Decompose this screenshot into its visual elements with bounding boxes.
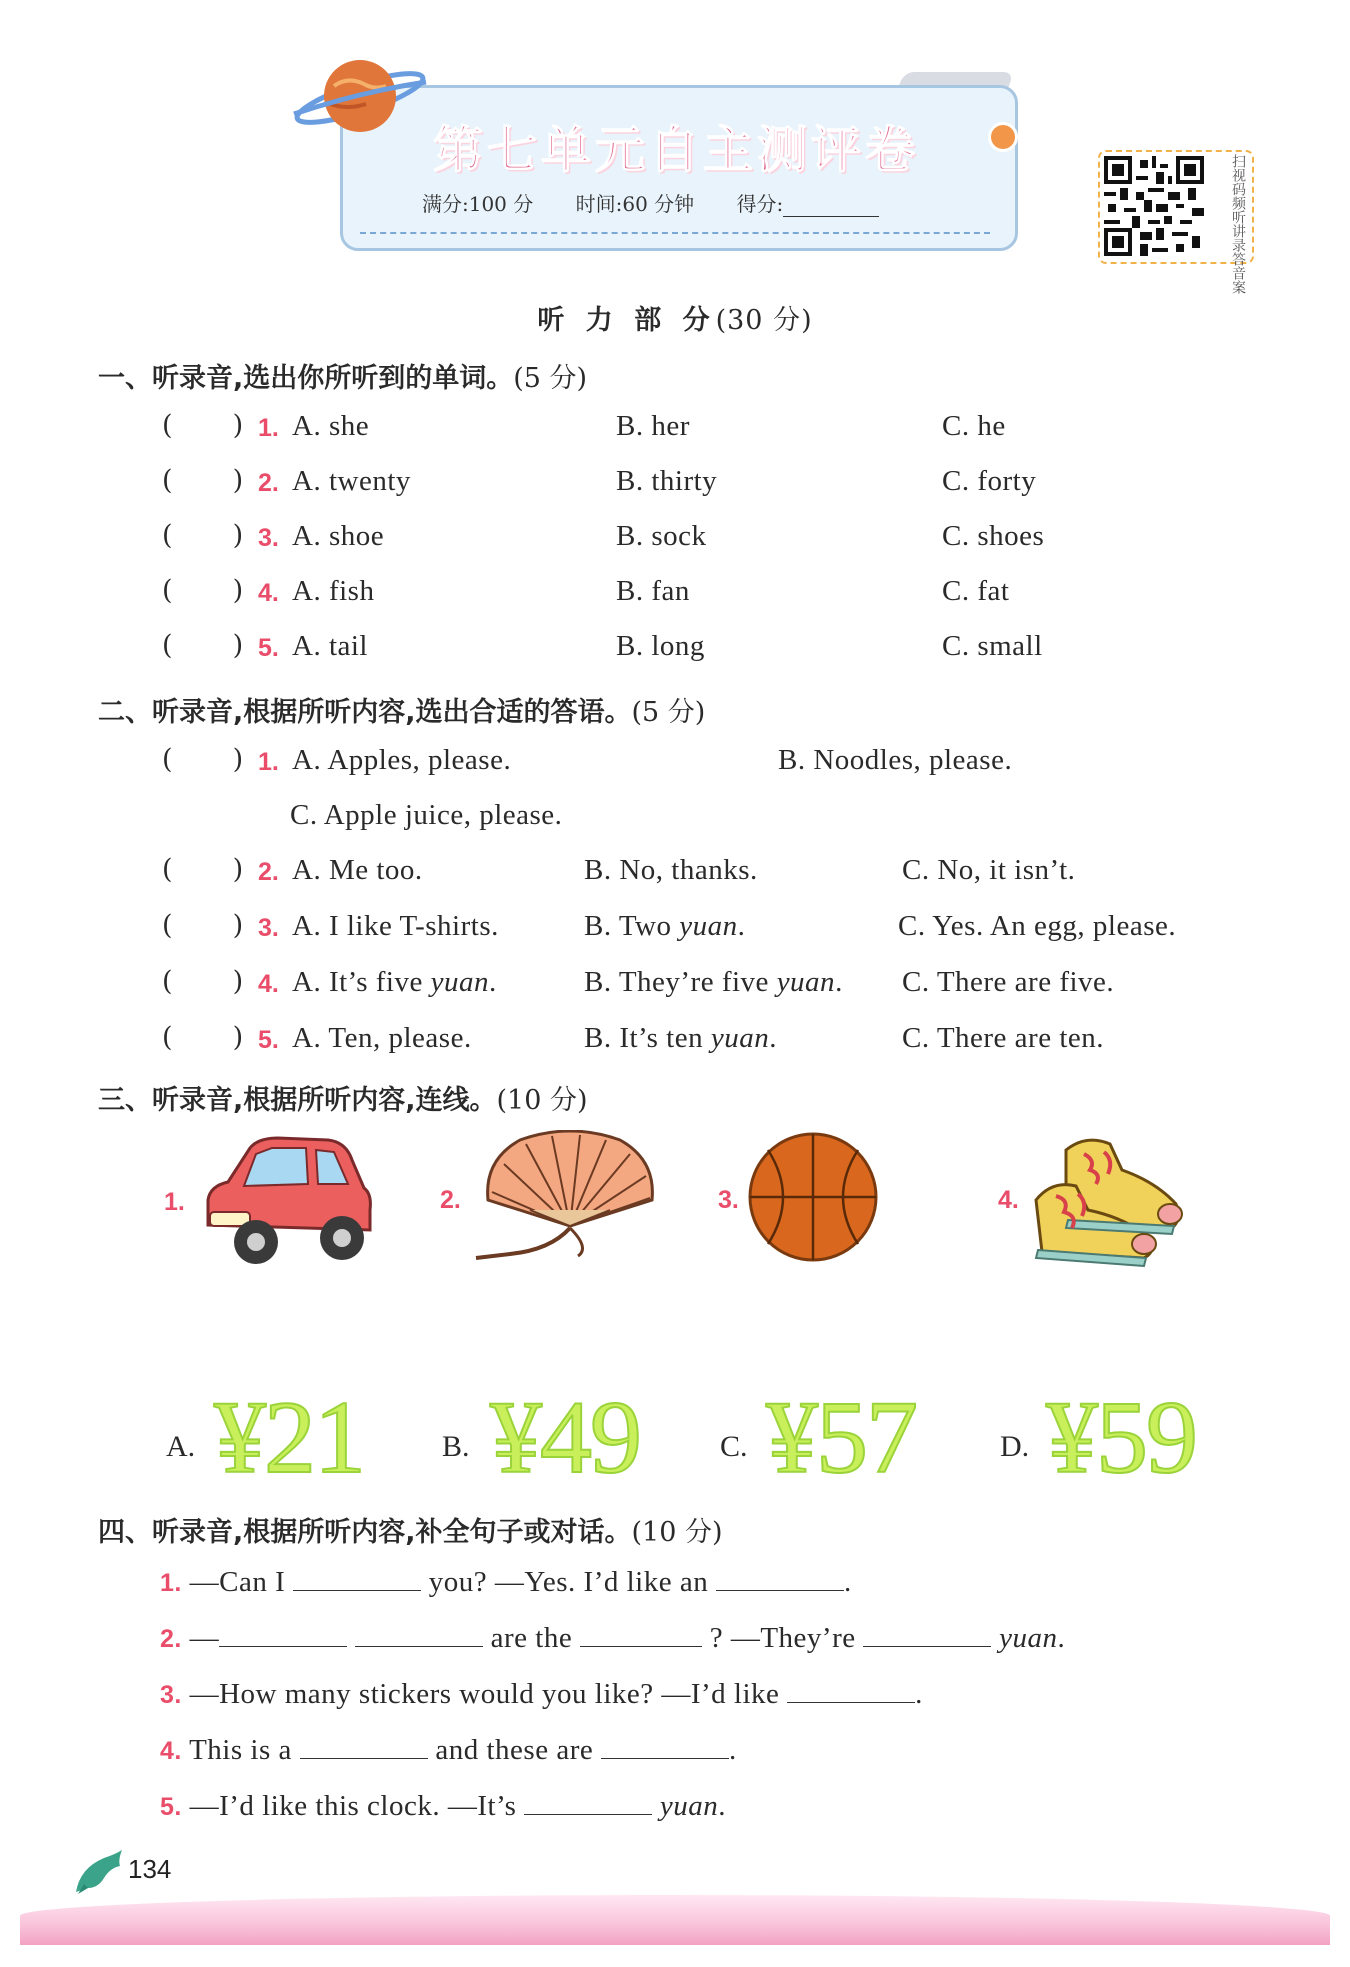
q3-text-2: .	[915, 1678, 923, 1710]
picture-number: 3.	[718, 1186, 739, 1214]
option-c: C. There are ten.	[902, 1022, 1105, 1054]
item-number: 4.	[160, 1737, 182, 1765]
score-blank[interactable]	[783, 198, 879, 217]
part2-list	[0, 744, 1350, 1074]
item-number: 2.	[160, 1625, 182, 1653]
option-c: C. No, it isn’t.	[902, 854, 1076, 886]
q1-text-1: —Can I	[189, 1566, 286, 1598]
picture-number: 4.	[998, 1186, 1019, 1214]
item-number: 4.	[258, 579, 279, 607]
option-c: C. forty	[942, 465, 1037, 497]
option-a	[292, 966, 497, 999]
option-a: A. Ten, please.	[292, 1022, 472, 1054]
part3-heading	[98, 1078, 588, 1117]
answer-blank[interactable]: ( )	[162, 966, 244, 997]
listening-section-title	[0, 298, 1350, 337]
option-a: A. I like T-shirts.	[292, 910, 499, 942]
q2-text-3: ? —They’re	[709, 1622, 856, 1654]
answer-blank[interactable]: ( )	[162, 910, 244, 941]
answer-blank[interactable]: ( )	[162, 575, 244, 606]
car-icon[interactable]	[188, 1130, 378, 1270]
option-b	[584, 966, 843, 999]
option-b	[584, 910, 745, 943]
option-b-end: .	[737, 910, 746, 942]
option-b: B. her	[616, 410, 690, 442]
price-option-letter: B.	[442, 1430, 470, 1463]
fill-question-2	[160, 1620, 1065, 1655]
item-number: 5.	[258, 634, 279, 662]
option-c: C. Yes. An egg, please.	[898, 910, 1177, 942]
dolphin-icon	[70, 1848, 126, 1896]
time-limit: 时间:60 分钟	[575, 192, 695, 216]
option-a-text: A. It’s five	[292, 966, 431, 998]
q3-text-1: —How many stickers would you like? —I’d like	[189, 1678, 780, 1710]
price-tag[interactable]: ¥21	[214, 1380, 364, 1495]
fill-question-3	[160, 1676, 923, 1711]
item-number: 1.	[160, 1569, 182, 1597]
q1-text-2: you? —Yes. I’d like an	[428, 1566, 709, 1598]
fill-question-4	[160, 1732, 737, 1767]
answer-blank[interactable]	[580, 1620, 702, 1647]
answer-blank[interactable]	[355, 1620, 483, 1647]
price-option-letter: D.	[1000, 1430, 1030, 1463]
option-a: A. shoe	[292, 520, 385, 552]
basketball-icon[interactable]	[746, 1130, 880, 1264]
answer-blank[interactable]: ( )	[162, 854, 244, 885]
q2-text-4: yuan	[999, 1622, 1058, 1654]
item-number: 4.	[258, 970, 279, 998]
answer-blank[interactable]	[524, 1788, 652, 1815]
part1-list	[0, 410, 1350, 690]
option-b: B. No, thanks.	[584, 854, 758, 886]
q4-text-1: This is a	[189, 1734, 292, 1766]
full-marks: 满分:100 分	[422, 192, 534, 216]
listening-points: (30 分)	[715, 305, 813, 336]
q2-text-2: are the	[490, 1622, 573, 1654]
answer-blank[interactable]	[716, 1564, 844, 1591]
q1-text-3: .	[843, 1566, 852, 1598]
item-number: 2.	[258, 469, 279, 497]
option-b-text: B. They’re five	[584, 966, 777, 998]
item-number: 5.	[160, 1793, 182, 1821]
option-a: A. Apples, please.	[292, 744, 512, 776]
option-b-italic: yuan	[679, 910, 738, 942]
q5-text-3: .	[718, 1790, 727, 1822]
option-a-end: .	[488, 966, 497, 998]
option-b-text: B. It’s ten	[584, 1022, 711, 1054]
answer-blank[interactable]: ( )	[162, 744, 244, 775]
q4-text-3: .	[728, 1734, 737, 1766]
qr-code-icon[interactable]	[1104, 156, 1204, 256]
price-tag[interactable]: ¥57	[766, 1380, 916, 1495]
answer-blank[interactable]	[300, 1732, 428, 1759]
option-c: C. There are five.	[902, 966, 1115, 998]
answer-blank[interactable]	[601, 1732, 729, 1759]
footer-band	[20, 1895, 1330, 1945]
part1-heading	[98, 356, 587, 395]
listening-title-text: 听 力 部 分	[537, 305, 716, 336]
item-number: 5.	[258, 1026, 279, 1054]
price-option-letter: A.	[166, 1430, 196, 1463]
option-c: C. Apple juice, please.	[290, 799, 563, 831]
option-b: B. Noodles, please.	[778, 744, 1013, 776]
option-a: A. fish	[292, 575, 375, 607]
answer-blank[interactable]	[293, 1564, 421, 1591]
option-a-italic: yuan	[430, 966, 489, 998]
fill-question-1	[160, 1564, 852, 1599]
option-a: A. she	[292, 410, 370, 442]
option-b: B. thirty	[616, 465, 718, 497]
banner-divider	[360, 232, 990, 234]
item-number: 3.	[258, 914, 279, 942]
answer-blank[interactable]	[787, 1676, 915, 1703]
option-c: C. shoes	[942, 520, 1045, 552]
price-option-letter: C.	[720, 1430, 748, 1463]
page-title: 第七单元自主测评卷	[433, 121, 919, 179]
option-b-italic: yuan	[776, 966, 836, 998]
option-b-end: .	[835, 966, 843, 998]
part2-heading	[98, 690, 705, 729]
answer-blank[interactable]	[219, 1620, 347, 1647]
option-c: C. small	[942, 630, 1043, 662]
option-b: B. fan	[616, 575, 690, 607]
page-number: 134	[128, 1854, 172, 1884]
option-b-text: B. Two	[584, 910, 680, 942]
qr-caption: 扫视码频听讲录答音案	[1230, 154, 1246, 294]
answer-blank[interactable]: ( )	[162, 520, 244, 551]
item-number: 1.	[258, 414, 279, 442]
option-b-end: .	[769, 1022, 777, 1054]
item-number: 3.	[160, 1681, 182, 1709]
q4-text-2: and these are	[435, 1734, 594, 1766]
part3-points: (10 分)	[496, 1085, 588, 1116]
part1-points: (5 分)	[513, 363, 588, 394]
part4-heading	[98, 1510, 723, 1549]
price-tag[interactable]: ¥59	[1046, 1380, 1196, 1495]
option-b-italic: yuan	[710, 1022, 770, 1054]
item-number: 3.	[258, 524, 279, 552]
fill-question-5	[160, 1788, 726, 1823]
picture-number: 2.	[440, 1186, 461, 1214]
option-c: C. fat	[942, 575, 1010, 607]
part2-heading-text: 二、听录音,根据所听内容,选出合适的答语。	[98, 697, 632, 728]
item-number: 1.	[258, 748, 279, 776]
part1-heading-text: 一、听录音,选出你所听到的单词。	[98, 363, 514, 394]
price-tag[interactable]: ¥49	[490, 1380, 640, 1495]
answer-blank[interactable]	[863, 1620, 991, 1647]
option-a: A. twenty	[292, 465, 411, 497]
part4-points: (10 分)	[631, 1517, 723, 1548]
score-label: 得分:	[736, 192, 784, 216]
q2-text-5: .	[1057, 1622, 1066, 1654]
picture-number: 1.	[164, 1188, 185, 1216]
option-b	[584, 1022, 777, 1055]
option-b: B. sock	[616, 520, 707, 552]
q2-text-1: —	[189, 1622, 220, 1654]
fan-icon[interactable]	[470, 1130, 670, 1270]
answer-blank[interactable]: ( )	[162, 410, 244, 441]
shoes-icon[interactable]	[1026, 1130, 1190, 1270]
option-b: B. long	[616, 630, 705, 662]
item-number: 2.	[258, 858, 279, 886]
exam-meta	[422, 188, 915, 217]
part3-heading-text: 三、听录音,根据所听内容,连线。	[98, 1085, 497, 1116]
option-a: A. Me too.	[292, 854, 423, 886]
part4-heading-text: 四、听录音,根据所听内容,补全句子或对话。	[98, 1517, 632, 1548]
answer-blank[interactable]: ( )	[162, 630, 244, 661]
answer-blank[interactable]: ( )	[162, 465, 244, 496]
answer-blank[interactable]: ( )	[162, 1022, 244, 1053]
option-c: C. he	[942, 410, 1006, 442]
q5-text-1: —I’d like this clock. —It’s	[189, 1790, 517, 1822]
part2-points: (5 分)	[631, 697, 706, 728]
option-a: A. tail	[292, 630, 368, 662]
q5-text-2: yuan	[659, 1790, 719, 1822]
